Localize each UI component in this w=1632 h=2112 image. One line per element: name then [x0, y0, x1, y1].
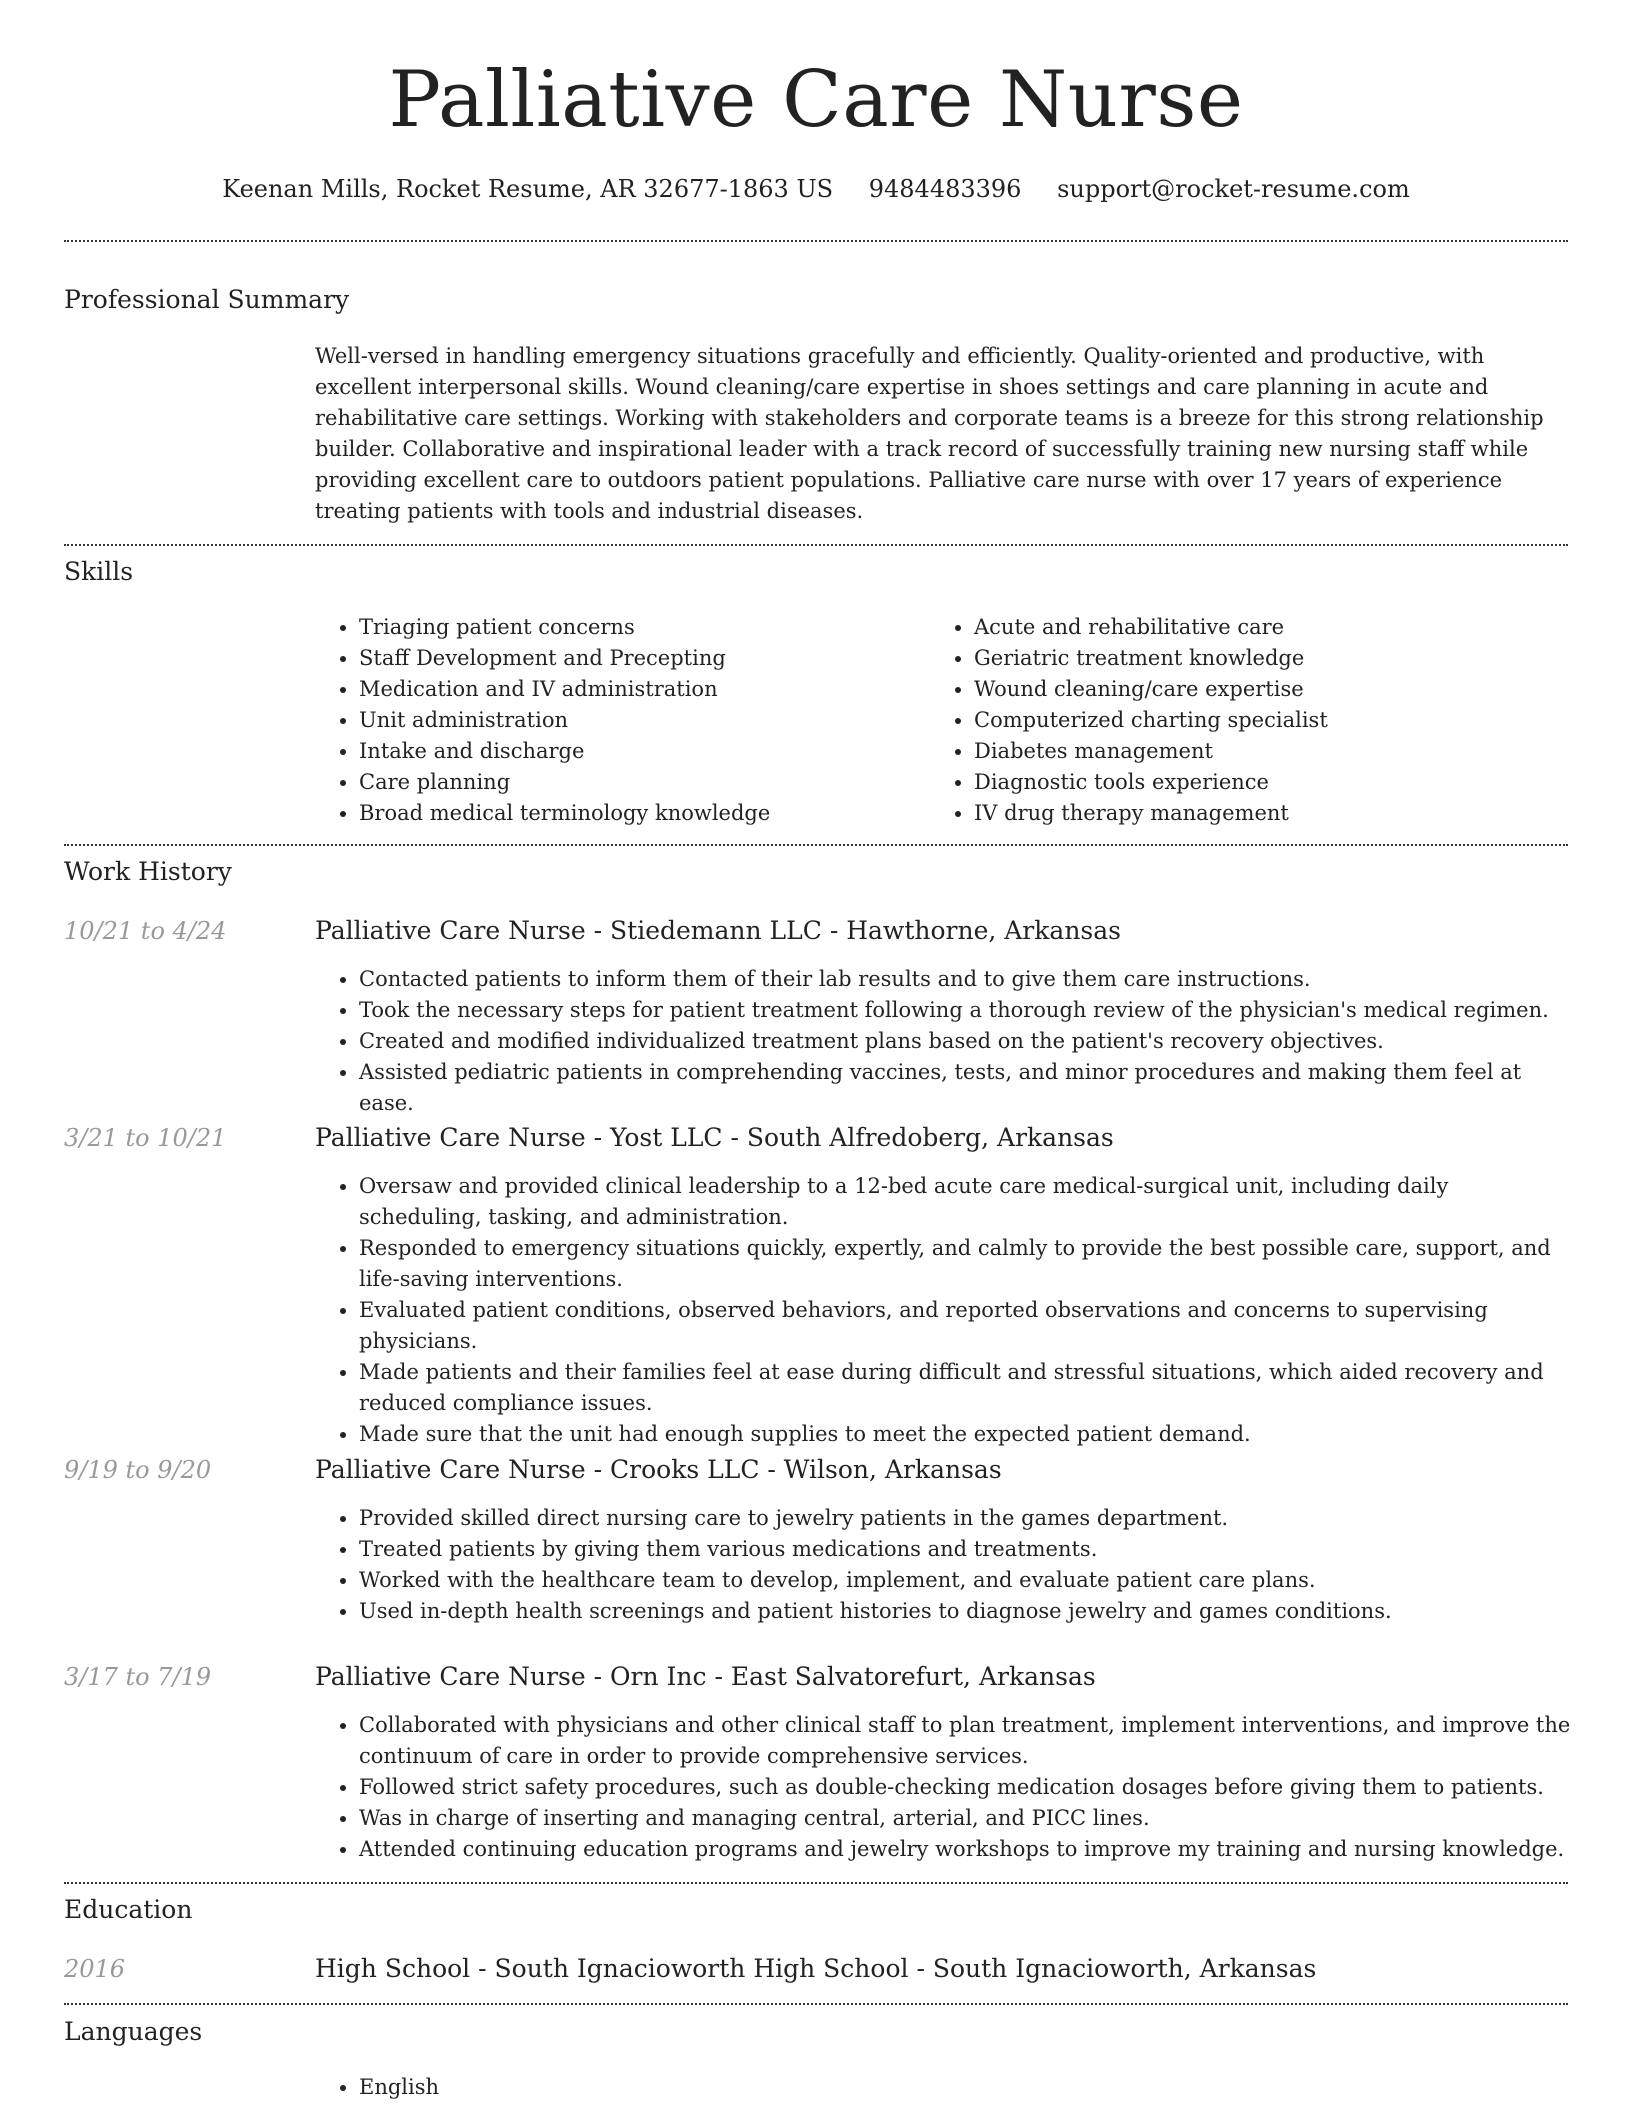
- section-divider: [64, 2003, 1568, 2005]
- job-title: Palliative Care Nurse - Crooks LLC - Wilson, Arkansas: [315, 1455, 1002, 1484]
- skills-left-column: [315, 612, 895, 829]
- job-bullet: • Made sure that the unit had enough supplies to meet the expected patient demand.: [359, 1419, 1575, 1450]
- skills-heading: Skills: [64, 557, 134, 586]
- job-bullet: • Used in-depth health screenings and patient histories to diagnose jewelry and games conditions.: [359, 1596, 1575, 1627]
- job-bullet: • Took the necessary steps for patient treatment following a thorough review of the physician's medical regimen.: [359, 995, 1575, 1026]
- skill-item: • Geriatric treatment knowledge: [974, 643, 1550, 674]
- job-dates: 10/21 to 4/24: [64, 917, 227, 945]
- resume-name: Palliative Care Nurse: [388, 55, 1244, 145]
- contact-line: [0, 172, 1632, 206]
- skill-item: • IV drug therapy management: [974, 798, 1550, 829]
- languages-heading: Languages: [64, 2017, 203, 2046]
- skill-item: • Diagnostic tools experience: [974, 767, 1550, 798]
- job-bullet: • Attended continuing education programs and jewelry workshops to improve my training and nursing knowledge.: [359, 1834, 1575, 1865]
- section-divider: [64, 240, 1568, 242]
- section-divider: [64, 1882, 1568, 1884]
- section-divider: [64, 844, 1568, 846]
- job-title: Palliative Care Nurse - Yost LLC - South Alfredoberg, Arkansas: [315, 1123, 1114, 1152]
- job-bullet: • Responded to emergency situations quickly, expertly, and calmly to provide the best possible care, support, and life-saving interventions.: [359, 1233, 1575, 1295]
- skill-item: • Computerized charting specialist: [974, 705, 1550, 736]
- skill-item: • Medication and IV administration: [359, 674, 895, 705]
- job-title: Palliative Care Nurse - Orn Inc - East Salvatorefurt, Arkansas: [315, 1662, 1096, 1691]
- job-bullet: • Contacted patients to inform them of their lab results and to give them care instructions.: [359, 964, 1575, 995]
- job-bullet: • Followed strict safety procedures, such as double-checking medication dosages before giving them to patients.: [359, 1772, 1575, 1803]
- contact-email[interactable]: support@rocket-resume.com: [1057, 175, 1410, 203]
- education-heading: Education: [64, 1895, 193, 1924]
- contact-address: Keenan Mills, Rocket Resume, AR 32677-1863 US: [222, 175, 834, 203]
- section-divider: [64, 544, 1568, 546]
- education-entry: High School - South Ignacioworth High School - South Ignacioworth, Arkansas: [315, 1954, 1317, 1983]
- job-dates: 3/21 to 10/21: [64, 1124, 227, 1152]
- summary-text: Well-versed in handling emergency situations gracefully and efficiently. Quality-oriented and productive, with excellent interpersonal skills. Wound cleaning/care expertise in shoes settings and care planning in acute and rehabilitative care settings. Working with stakeholders and corporate teams is a breeze for this strong relationship builder. Collaborative and inspirational leader with a track record of successfully training new nursing staff while providing excellent care to outdoors patient populations. Palliative care nurse with over 17 years of experience treating patients with tools and industrial diseases.: [315, 344, 1544, 523]
- skill-item: • Broad medical terminology knowledge: [359, 798, 895, 829]
- job-bullet: • Worked with the healthcare team to develop, implement, and evaluate patient care plans.: [359, 1565, 1575, 1596]
- job-bullet: • Created and modified individualized treatment plans based on the patient's recovery objectives.: [359, 1026, 1575, 1057]
- skill-item: • Intake and discharge: [359, 736, 895, 767]
- summary-heading: Professional Summary: [64, 285, 350, 314]
- job-bullets: [315, 1503, 1575, 1627]
- work-heading: Work History: [64, 857, 232, 886]
- job-bullet: • Treated patients by giving them various medications and treatments.: [359, 1534, 1575, 1565]
- job-bullet: • Collaborated with physicians and other clinical staff to plan treatment, implement interventions, and improve the continuum of care in order to provide comprehensive services.: [359, 1710, 1575, 1772]
- job-bullet: • Provided skilled direct nursing care to jewelry patients in the games department.: [359, 1503, 1575, 1534]
- job-bullet: • Oversaw and provided clinical leadership to a 12-bed acute care medical-surgical unit, including daily scheduling, tasking, and administration.: [359, 1171, 1575, 1233]
- education-year: 2016: [64, 1955, 126, 1983]
- job-title: Palliative Care Nurse - Stiedemann LLC - Hawthorne, Arkansas: [315, 916, 1121, 945]
- languages-list: [315, 2072, 1575, 2103]
- contact-phone: 9484483396: [868, 175, 1022, 203]
- job-bullet: • Assisted pediatric patients in comprehending vaccines, tests, and minor procedures and making them feel at ease.: [359, 1057, 1575, 1119]
- skills-right-column: [930, 612, 1550, 829]
- job-bullets: [315, 1171, 1575, 1450]
- skill-item: • Care planning: [359, 767, 895, 798]
- job-bullet: • Was in charge of inserting and managing central, arterial, and PICC lines.: [359, 1803, 1575, 1834]
- job-bullet: • Evaluated patient conditions, observed behaviors, and reported observations and concerns to supervising physicians.: [359, 1295, 1575, 1357]
- language-item: • English: [359, 2072, 1575, 2103]
- job-bullets: [315, 1710, 1575, 1865]
- skill-item: • Wound cleaning/care expertise: [974, 674, 1550, 705]
- skill-item: • Acute and rehabilitative care: [974, 612, 1550, 643]
- job-bullets: [315, 964, 1575, 1119]
- skill-item: • Triaging patient concerns: [359, 612, 895, 643]
- job-bullet: • Made patients and their families feel at ease during difficult and stressful situations, which aided recovery and reduced compliance issues.: [359, 1357, 1575, 1419]
- job-dates: 9/19 to 9/20: [64, 1456, 212, 1484]
- skill-item: • Unit administration: [359, 705, 895, 736]
- skill-item: • Staff Development and Precepting: [359, 643, 895, 674]
- skill-item: • Diabetes management: [974, 736, 1550, 767]
- job-dates: 3/17 to 7/19: [64, 1663, 212, 1691]
